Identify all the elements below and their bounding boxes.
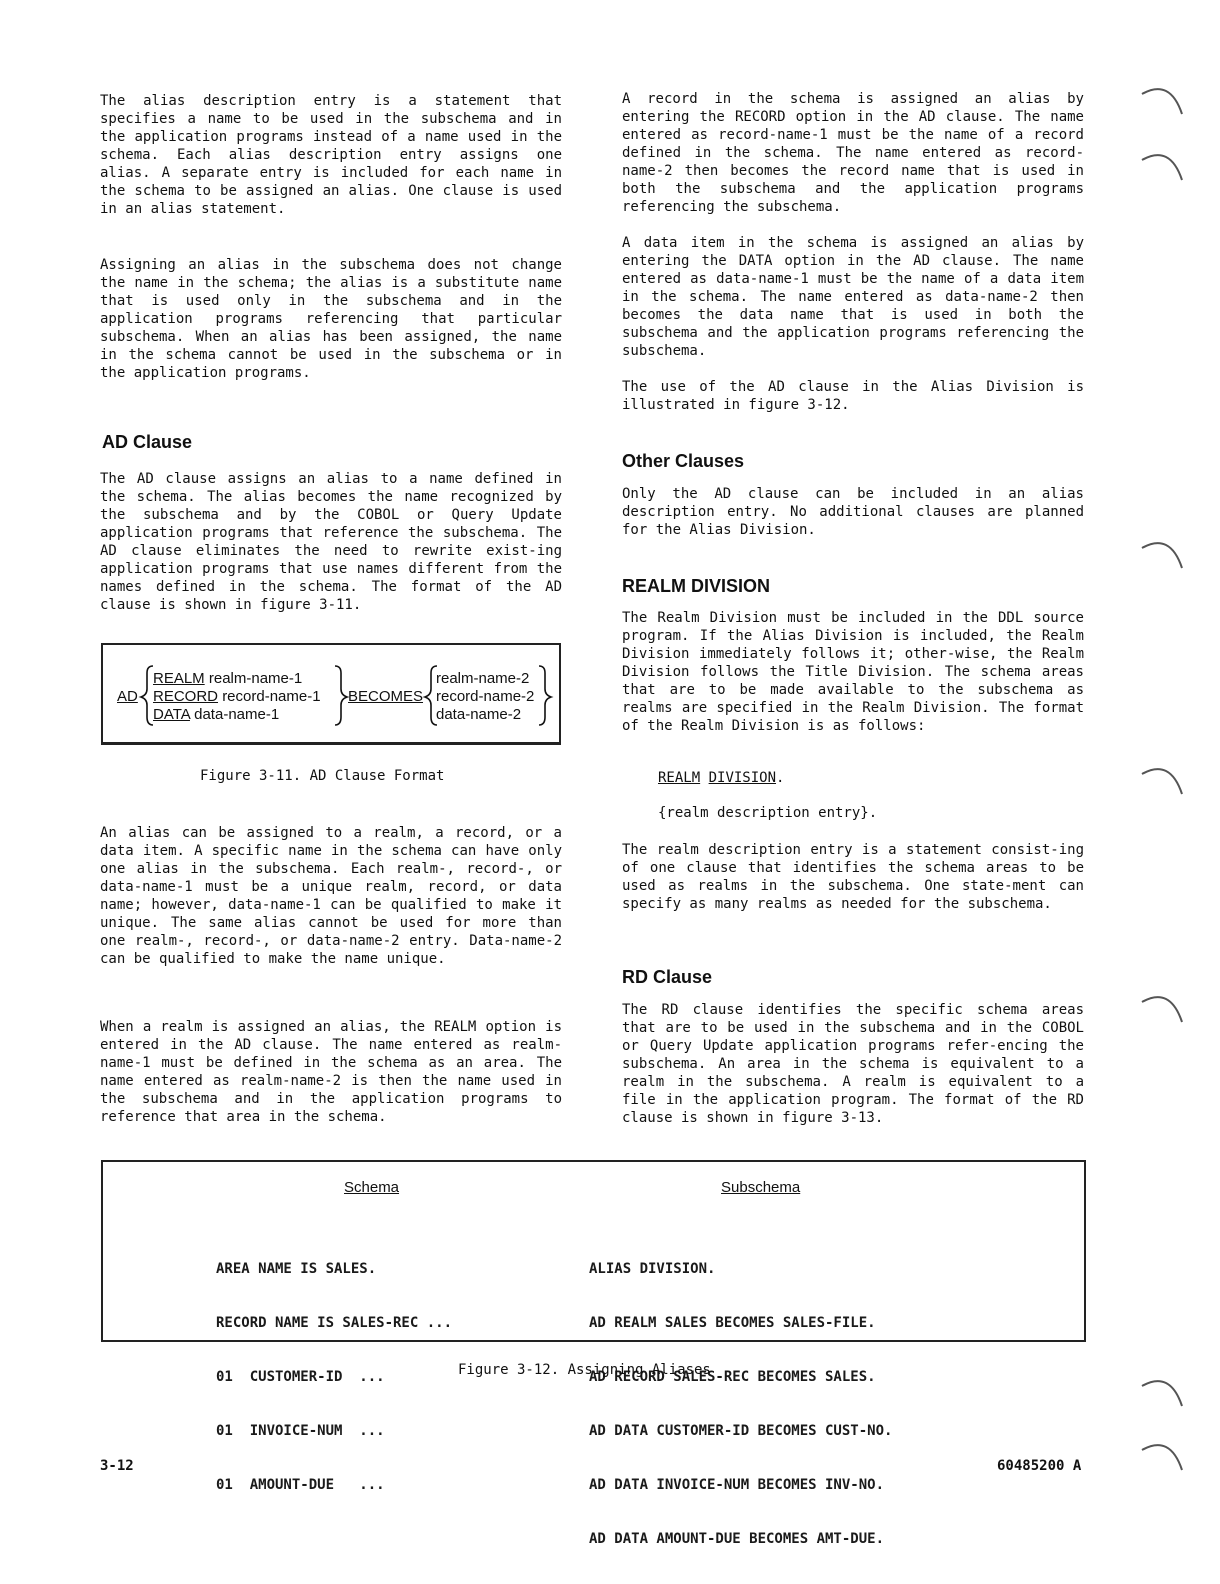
- schema-code: [216, 1224, 452, 1530]
- figure-reference-paragraph: The use of the AD clause in the Alias Division is illustrated in figure 3-12.: [622, 379, 1084, 413]
- schema-line: 01 AMOUNT-DUE ...: [216, 1477, 385, 1493]
- data-name-2: data-name-2: [436, 706, 522, 723]
- division-format-keyword: DIVISION: [708, 770, 777, 786]
- rd-clause-heading: RD Clause: [622, 967, 713, 987]
- other-clauses-heading: Other Clauses: [622, 451, 745, 471]
- binder-hole-mark: [1140, 764, 1190, 804]
- record-option: [153, 688, 321, 706]
- alias-assignment-paragraph: An alias can be assigned to a realm, a record, or a data item. A specific name in the schema can have only one alias in the subschema. Each realm-, record-, or data-name-1 must be a unique realm, record, or data name; however, data-name-1 can be qualified to make it unique. The same alias cannot be used for more than one realm-, record-, or data-name-2 entry. Data-name-2 can be qualified to make the name unique.: [100, 825, 562, 967]
- left-para-2: [100, 256, 562, 382]
- realm-description-entry: {realm description entry}.: [658, 805, 878, 821]
- binder-hole-mark: [1140, 150, 1190, 190]
- figure-3-11-box: [101, 643, 561, 745]
- middle-right-brace: [335, 666, 347, 725]
- right-para-6: [622, 841, 1084, 913]
- rd-clause-paragraph: The RD clause identifies the specific schema areas that are to be used in the subschema and in the COBOL or Query Update application programs refer-encing the subschema. An area in the schema is equivalent to a realm in the subschema. A realm is equivalent to a file in the application program. The format of the RD clause is shown in figure 3-13.: [622, 1002, 1084, 1126]
- record-alias-paragraph: A record in the schema is assigned an alias by entering the RECORD option in the AD clause. The name entered as record-name-1 must be the name of a record defined in the schema. The name entered as record-name-2 then becomes the record name that is used in both the subschema and the application programs referencing the subschema.: [622, 91, 1084, 215]
- page-number: 3-12: [100, 1458, 134, 1474]
- binder-hole-mark: [1140, 1440, 1190, 1480]
- data-alias-paragraph: A data item in the schema is assigned an alias by entering the DATA option in the AD clause. The name entered as data-name-1 must be the name of a data item in the schema. The name entered as data-name-2 then becomes the data name that is used in both the subschema and the application programs referencing the subschema.: [622, 235, 1084, 359]
- subschema-line: ALIAS DIVISION.: [589, 1261, 716, 1277]
- document-number: 60485200 A: [997, 1458, 1082, 1474]
- right-para-3: [622, 378, 1084, 414]
- right-para-2: [622, 234, 1084, 360]
- right-para-1: [622, 90, 1084, 216]
- alias-description-paragraph: The alias description entry is a statement that specifies a name to be used in the subschema and in the application programs instead of a name used in the schema. Each alias description entry assigns one alias. A separate entry is included for each name in the schema to be assigned an alias. One clause is used in an alias statement.: [100, 93, 562, 217]
- realm-division-format: [658, 770, 784, 786]
- left-para-5: [100, 1018, 562, 1126]
- realm-division-paragraph: The Realm Division must be included in the DDL source program. If the Alias Division is included, the Realm Division immediately follows it; other-wise, the Realm Division follows the Title Division. The schema areas that are to be made available to the subschema as realms are specified in the Realm Division. The format of the Realm Division is as follows:: [622, 610, 1084, 734]
- assigning-alias-paragraph: Assigning an alias in the subschema does not change the name in the schema; the alias is a substitute name that is used only in the subschema and in the application programs referencing that particular subschema. When an alias has been assigned, the name in the schema cannot be used in the subschema or in the application programs.: [100, 257, 562, 381]
- data-option: [153, 706, 279, 724]
- ad-clause-heading: AD Clause: [102, 432, 193, 452]
- other-clauses-paragraph: Only the AD clause can be included in an alias description entry. No additional clauses are planned for the Alias Division.: [622, 486, 1084, 538]
- right-right-brace: [539, 666, 551, 725]
- ad-clause-paragraph: The AD clause assigns an alias to a name defined in the schema. The alias becomes the name recognized by the subschema and by the COBOL or Query Update application programs that reference the subschema. The AD clause eliminates the need to rewrite exist-ing application programs that use names different from the names defined in the schema. The format of the AD clause is shown in figure 3-11.: [100, 471, 562, 613]
- realm-option: [153, 670, 302, 688]
- data-keyword: DATA: [153, 706, 190, 723]
- binder-hole-mark: [1140, 84, 1190, 124]
- schema-heading: Schema: [344, 1179, 400, 1196]
- figure-3-11-caption: Figure 3-11. AD Clause Format: [200, 768, 445, 784]
- right-para-5: [622, 609, 1084, 735]
- realm-alias-paragraph: When a realm is assigned an alias, the REALM option is entered in the AD clause. The name entered as realm-name-1 must be defined in the schema as an area. The name entered as realm-name-2 is then the name used in the subschema and in the application programs to reference that area in the schema.: [100, 1019, 562, 1125]
- left-para-1: [100, 92, 562, 218]
- record-name-1: record-name-1: [222, 688, 321, 705]
- subschema-line: AD DATA AMOUNT-DUE BECOMES AMT-DUE.: [589, 1531, 885, 1547]
- schema-line: 01 INVOICE-NUM ...: [216, 1423, 385, 1439]
- left-para-3: [100, 470, 562, 614]
- left-brace: [141, 666, 153, 725]
- realm-division-heading: REALM DIVISION: [622, 576, 771, 596]
- record-keyword: RECORD: [153, 688, 219, 705]
- subschema-line: AD RECORD SALES-REC BECOMES SALES.: [589, 1369, 876, 1385]
- becomes-keyword: BECOMES: [348, 688, 424, 705]
- figure-3-12-caption: Figure 3-12. Assigning Aliases: [458, 1362, 711, 1378]
- subschema-code: [589, 1224, 892, 1584]
- binder-hole-mark: [1140, 992, 1190, 1032]
- binder-hole-mark: [1140, 1376, 1190, 1416]
- record-name-2: record-name-2: [436, 688, 535, 705]
- realm-description-paragraph: The realm description entry is a statement consist-ing of one clause that identifies the schema areas to be used as realms in the subschema. One state-ment can specify as many realms as needed for the subschema.: [622, 842, 1084, 912]
- realm-name-2: realm-name-2: [436, 670, 530, 687]
- subschema-line: AD REALM SALES BECOMES SALES-FILE.: [589, 1315, 876, 1331]
- schema-line: RECORD NAME IS SALES-REC ...: [216, 1315, 453, 1331]
- realm-format-keyword: REALM: [658, 770, 701, 786]
- subschema-line: AD DATA CUSTOMER-ID BECOMES CUST-NO.: [589, 1423, 893, 1439]
- schema-line: AREA NAME IS SALES.: [216, 1261, 377, 1277]
- subschema-heading: Subschema: [721, 1179, 801, 1196]
- left-para-4: [100, 824, 562, 968]
- data-name-1: data-name-1: [194, 706, 280, 723]
- realm-keyword: REALM: [153, 670, 205, 687]
- ad-keyword: AD: [117, 688, 138, 705]
- binder-hole-mark: [1140, 538, 1190, 578]
- realm-name-1: realm-name-1: [208, 670, 303, 687]
- subschema-line: AD DATA INVOICE-NUM BECOMES INV-NO.: [589, 1477, 885, 1493]
- right-para-7: [622, 1001, 1084, 1127]
- format-period: .: [776, 770, 785, 786]
- right-para-4: [622, 485, 1084, 539]
- schema-line: 01 CUSTOMER-ID ...: [216, 1369, 385, 1385]
